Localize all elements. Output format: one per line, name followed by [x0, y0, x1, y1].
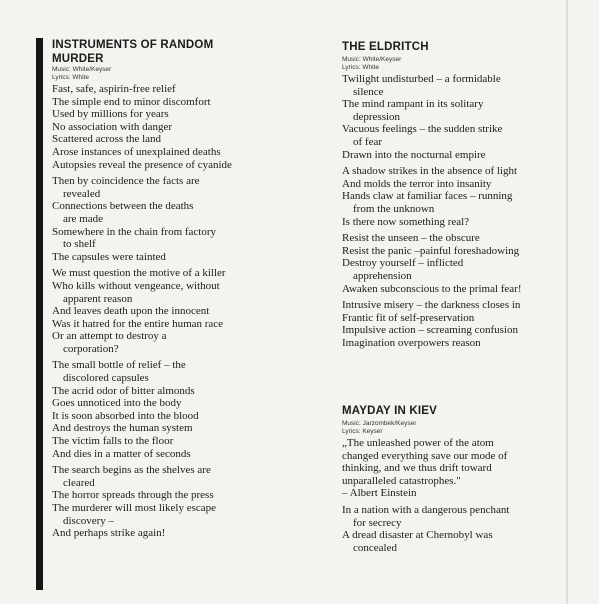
lyric-line: Impulsive action – screaming confusion — [342, 324, 518, 337]
lyric-line: The small bottle of relief – the — [52, 359, 186, 372]
song-title: THE ELDRITCH — [342, 41, 429, 53]
lyric-line: Imagination overpowers reason — [342, 336, 481, 349]
lyric-line: concealed — [353, 541, 397, 554]
lyrics-credit: Lyrics: White — [52, 74, 89, 81]
lyric-line: for secrecy — [353, 516, 402, 529]
lyric-line: A dread disaster at Chernobyl was — [342, 529, 493, 542]
music-credit: Music: Jarzombek/Keyser — [342, 420, 417, 427]
lyric-line: to shelf — [63, 238, 96, 251]
lyrics-credit: Lyrics: Keyser — [342, 428, 383, 435]
lyric-line: silence — [353, 85, 384, 98]
lyric-line: And dies in a matter of seconds — [52, 447, 191, 460]
lyric-line: from the unknown — [353, 202, 435, 215]
lyric-line: Or an attempt to destroy a — [52, 330, 167, 343]
lyrics-body — [342, 437, 567, 554]
song-the-eldritch — [342, 40, 567, 349]
lyric-line: In a nation with a dangerous penchant — [342, 503, 510, 516]
lyric-line: And destroys the human system — [52, 422, 193, 435]
lyric-line: And molds the terror into insanity — [342, 177, 492, 190]
stanza — [342, 165, 567, 228]
black-margin-bar — [36, 38, 43, 590]
lyric-line: discovery – — [63, 514, 115, 527]
lyric-line: We must question the motive of a killer — [52, 267, 226, 280]
lyrics-credit: Lyrics: White — [342, 64, 379, 71]
lyric-line: It is soon absorbed into the blood — [52, 409, 199, 422]
lyric-line: Scattered across the land — [52, 133, 162, 146]
song-mayday-in-kiev — [342, 404, 567, 554]
lyric-line: The victim falls to the floor — [52, 435, 174, 448]
lyric-line: Fast, safe, aspirin-free relief — [52, 83, 176, 95]
stanza — [342, 437, 567, 500]
lyrics-body — [342, 73, 567, 349]
lyric-line: Arose instances of unexplained deaths — [52, 145, 221, 158]
lyric-line: revealed — [63, 187, 101, 200]
lyric-line: cleared — [63, 476, 95, 489]
lyric-line: depression — [353, 110, 401, 123]
lyric-line: And leaves death upon the innocent — [52, 305, 210, 318]
lyric-line: of fear — [353, 135, 383, 148]
lyric-line: Somewhere in the chain from factory — [52, 225, 217, 238]
lyric-line: Frantic fit of self-preservation — [342, 311, 475, 324]
lyric-line: Goes unnoticed into the body — [52, 397, 182, 410]
stanza — [52, 267, 302, 355]
stanza — [52, 464, 302, 540]
lyric-line: The capsules were tainted — [52, 250, 166, 263]
lyrics-body — [52, 83, 302, 540]
lyric-line: Resist the panic –painful foreshadowing — [342, 244, 520, 257]
lyric-line: are made — [63, 212, 103, 225]
stanza — [342, 299, 567, 349]
song-title-line: INSTRUMENTS OF RANDOM — [52, 39, 214, 51]
song-instruments-of-random-murder — [52, 38, 302, 540]
lyric-line: Drawn into the nocturnal empire — [342, 148, 486, 161]
lyric-line: Autopsies reveal the presence of cyanide — [52, 158, 232, 171]
lyric-line: The murderer will most likely escape — [52, 502, 217, 514]
stanza — [342, 73, 567, 161]
music-credit: Music: White/Keyser — [342, 56, 402, 63]
lyric-line: The search begins as the shelves are — [52, 464, 211, 477]
lyric-line: Used by millions for years — [52, 108, 169, 121]
lyric-line: Awaken subconscious to the primal fear! — [342, 282, 522, 295]
lyric-line: Connections between the deaths — [52, 200, 194, 213]
lyric-line: „The unleashed power of the atom — [342, 437, 494, 449]
lyric-line: The acrid odor of bitter almonds — [52, 384, 195, 397]
lyric-line: apparent reason — [63, 292, 133, 305]
lyric-line: And perhaps strike again! — [52, 527, 166, 540]
song-title-line: MURDER — [52, 53, 104, 65]
lyric-line: corporation? — [63, 342, 119, 355]
stanza — [342, 232, 567, 295]
lyric-line: The simple end to minor discomfort — [52, 95, 211, 108]
lyric-line: Vacuous feelings – the sudden strike — [342, 123, 503, 136]
lyric-line: Destroy yourself – inflicted — [342, 257, 464, 270]
lyric-line: – Albert Einstein — [342, 487, 417, 500]
lyric-line: apprehension — [353, 269, 412, 282]
lyric-line: The mind rampant in its solitary — [342, 98, 484, 111]
lyric-line: The horror spreads through the press — [52, 489, 214, 502]
lyric-line: Resist the unseen – the obscure — [342, 232, 480, 245]
lyric-line: Was it hatred for the entire human race — [52, 317, 224, 330]
lyric-line: discolored capsules — [63, 372, 149, 385]
song-title — [52, 38, 302, 66]
lyric-line: Then by coincidence the facts are — [52, 175, 200, 188]
lyric-line: No association with danger — [52, 120, 173, 133]
lyric-line: Is there now something real? — [342, 215, 470, 228]
lyric-line: changed everything save our mode of — [342, 449, 508, 462]
stanza — [342, 504, 567, 554]
stanza — [52, 83, 302, 171]
music-credit: Music: White/Keyser — [52, 66, 112, 73]
stanza — [52, 359, 302, 460]
lyric-line: Intrusive misery – the darkness closes in — [342, 299, 521, 312]
lyric-line: A shadow strikes in the absence of light — [342, 165, 518, 178]
lyric-line: Hands claw at familiar faces – running — [342, 190, 513, 203]
lyric-line: thinking, and we thus drift toward — [342, 462, 492, 475]
stanza — [52, 175, 302, 263]
lyric-line: unparalleled catastrophes." — [342, 474, 461, 487]
song-title: MAYDAY IN KIEV — [342, 405, 438, 417]
lyric-line: Twilight undisturbed – a formidable — [342, 73, 501, 85]
lyric-line: Who kills without vengeance, without — [52, 279, 220, 292]
